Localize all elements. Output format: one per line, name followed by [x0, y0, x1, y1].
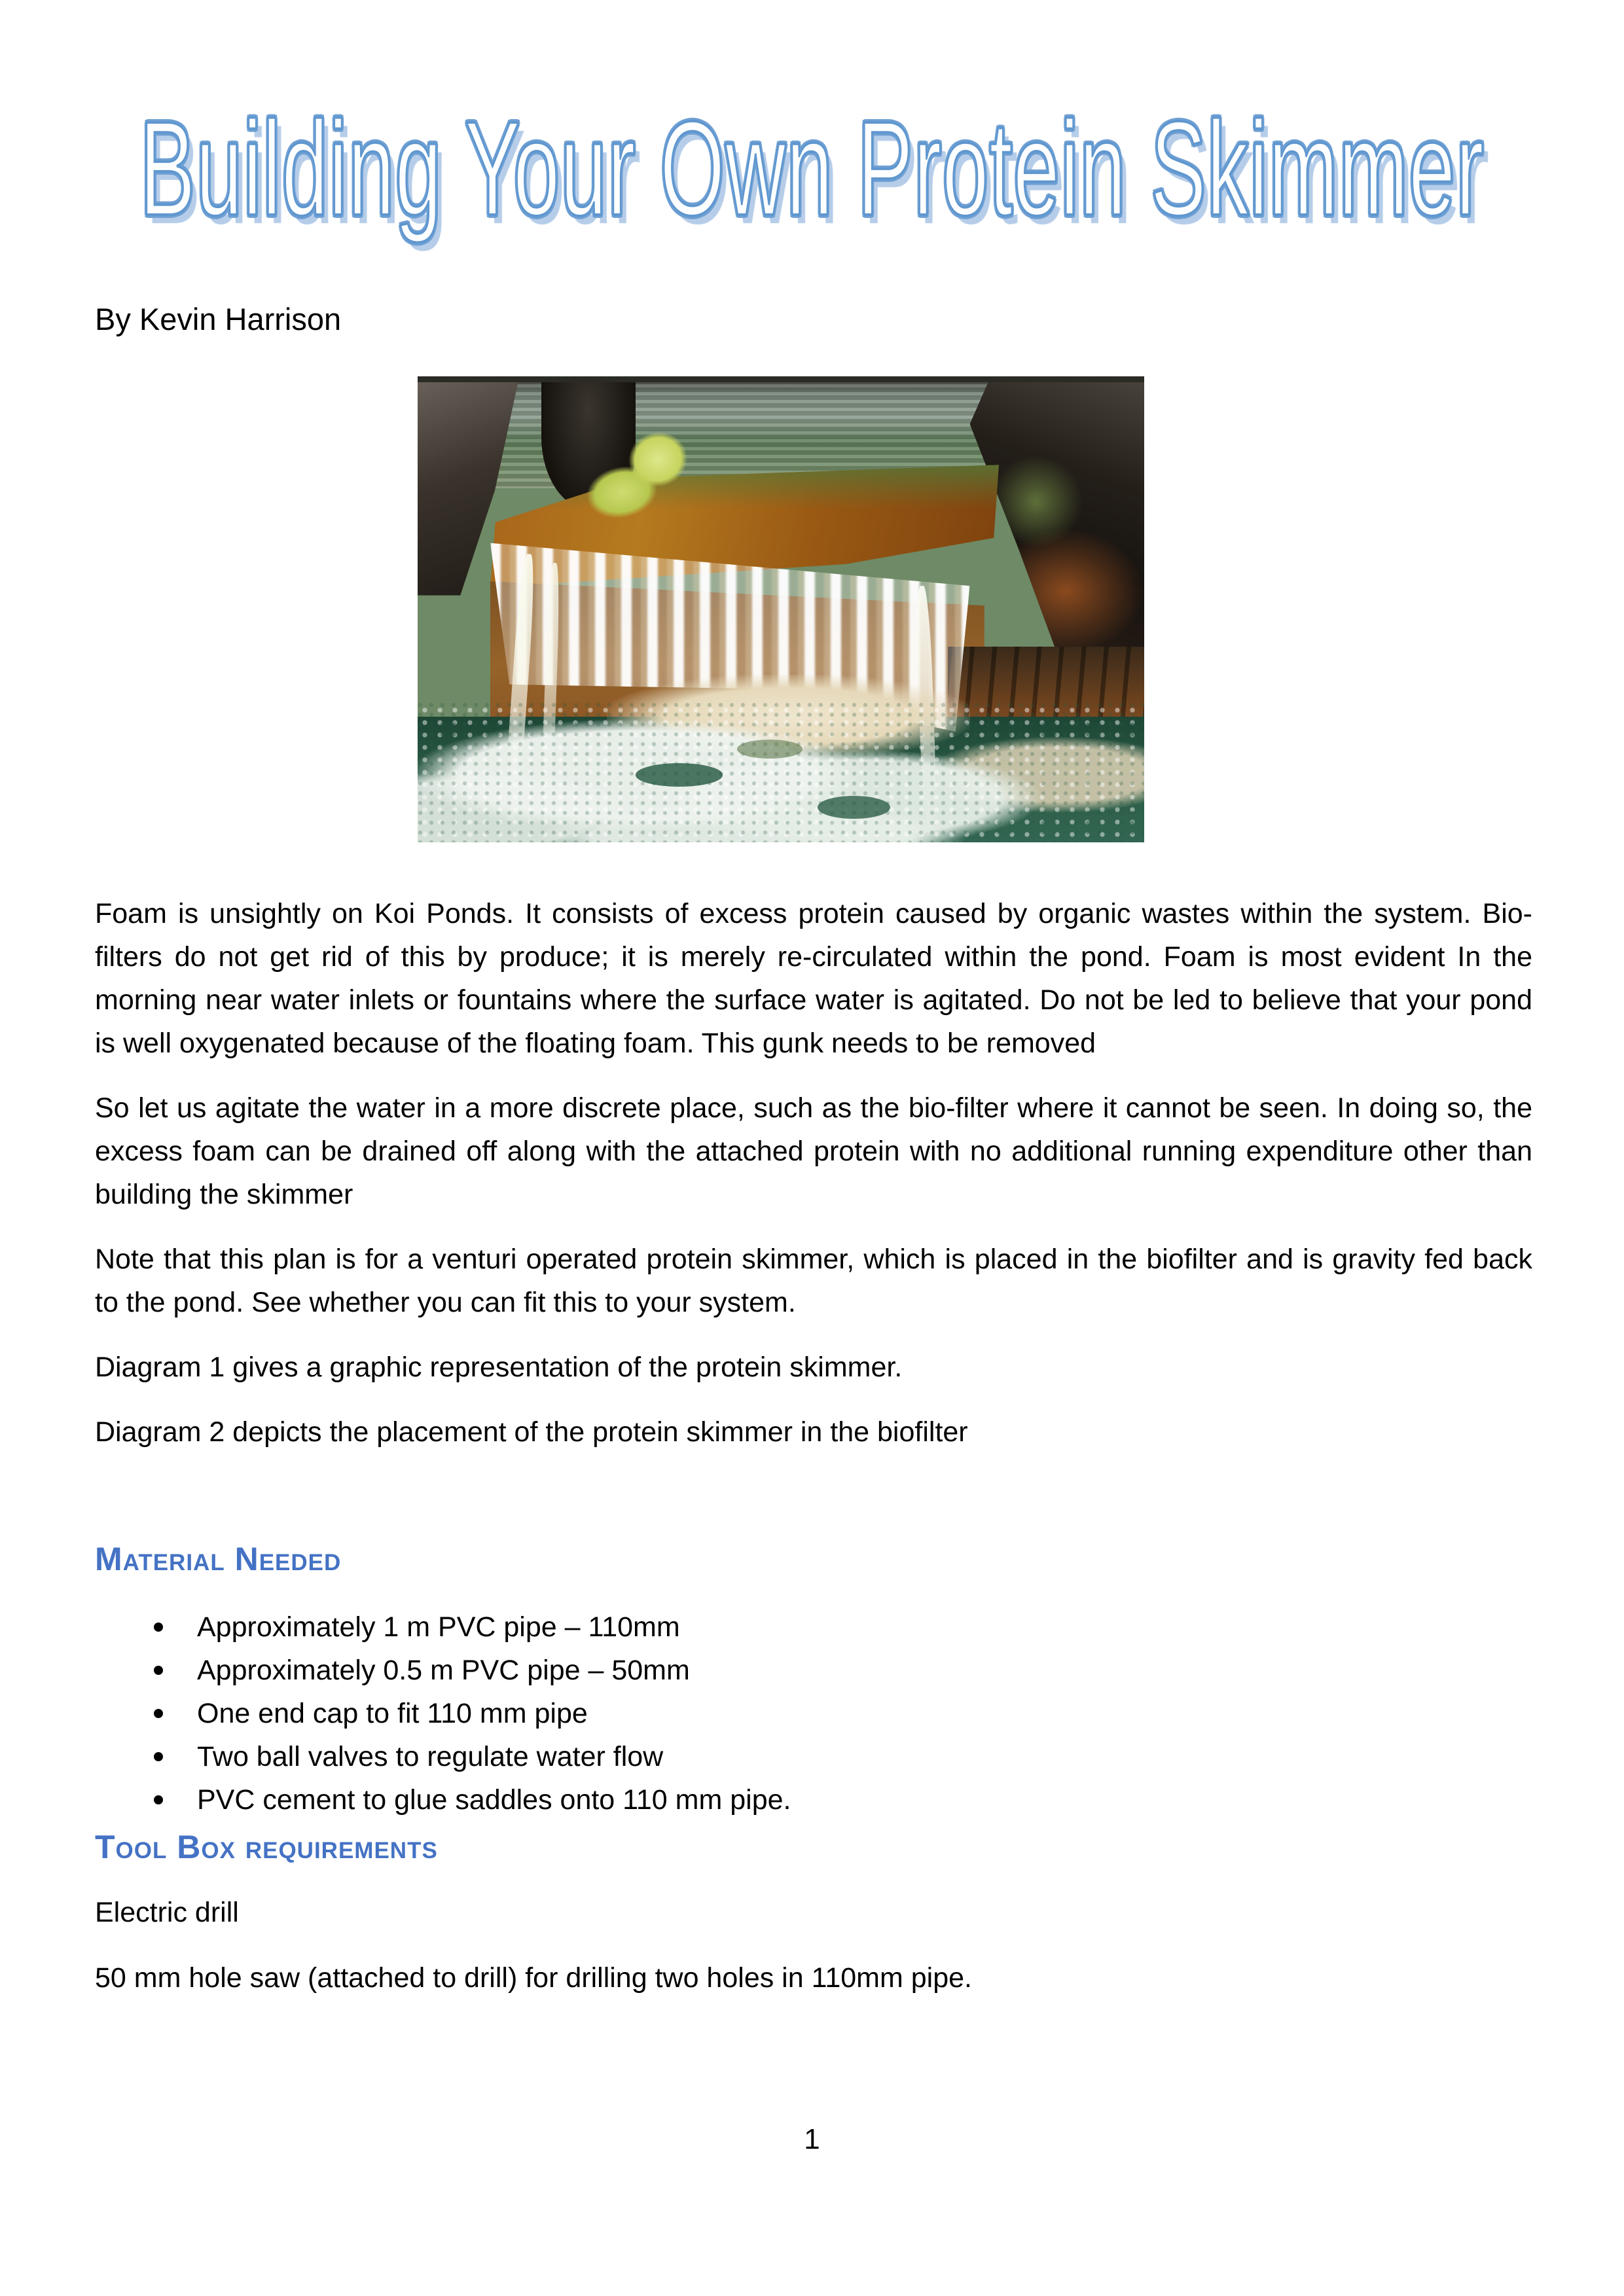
material-item: PVC cement to glue saddles onto 110 mm pipe.	[95, 1778, 1532, 1821]
material-item: Approximately 1 m PVC pipe – 110mm	[95, 1605, 1532, 1649]
photo-foam-gap	[636, 763, 723, 787]
paragraph-diagram-1: Diagram 1 gives a graphic representation of the protein skimmer.	[95, 1352, 903, 1383]
material-item: Two ball valves to regulate water flow	[95, 1735, 1532, 1778]
paragraph-diagram-2: Diagram 2 depicts the placement of the protein skimmer in the biofilter	[95, 1416, 968, 1448]
photo-foam-bubbles	[418, 702, 1144, 842]
author-byline: By Kevin Harrison	[95, 302, 342, 336]
tool-item-hole-saw: 50 mm hole saw (attached to drill) for drilling two holes in 110mm pipe.	[95, 1962, 972, 1994]
tool-box-heading: Tool Box requirements	[95, 1829, 438, 1865]
page-title-text: Building Your Own Protein Skimmer	[139, 94, 1485, 243]
photo-foam-gap	[818, 796, 890, 819]
material-needed-heading: Material Needed	[95, 1541, 342, 1577]
tool-item-electric-drill: Electric drill	[95, 1897, 239, 1928]
page-title	[0, 92, 1624, 246]
page-number: 1	[804, 2123, 820, 2155]
paragraph-venturi-note: Note that this plan is for a venturi operated protein skimmer, which is placed in the biofilter and is gravity fed back to the pond. See whether you can fit this to your system.	[95, 1244, 1532, 1318]
pond-waterfall-photo	[418, 376, 1144, 842]
materials-list	[95, 1605, 1532, 1821]
paragraph-agitate-water: So let us agitate the water in a more discrete place, such as the bio-filter where it cannot be seen. In doing so, the excess foam can be drained off along with the attached protein with no additional running expenditure other than building the skimmer	[95, 1092, 1532, 1210]
material-item: One end cap to fit 110 mm pipe	[95, 1692, 1532, 1735]
material-item: Approximately 0.5 m PVC pipe – 50mm	[95, 1649, 1532, 1692]
photo-foam-gap	[737, 740, 803, 758]
body-text	[95, 892, 1532, 2000]
photo-rock-right	[970, 376, 1144, 675]
paragraph-foam-intro: Foam is unsightly on Koi Ponds. It consists of excess protein caused by organic wastes within the system. Bio-filters do not get rid of this by produce; it is merely re-circulated within the pond. Foam is most evident In the morning near water inlets or fountains where the surface water is agitated. Do not be led to believe that your pond is well oxygenated because of the floating foam. This gunk needs to be removed	[95, 898, 1532, 1059]
photo-top-edge	[418, 376, 1144, 382]
